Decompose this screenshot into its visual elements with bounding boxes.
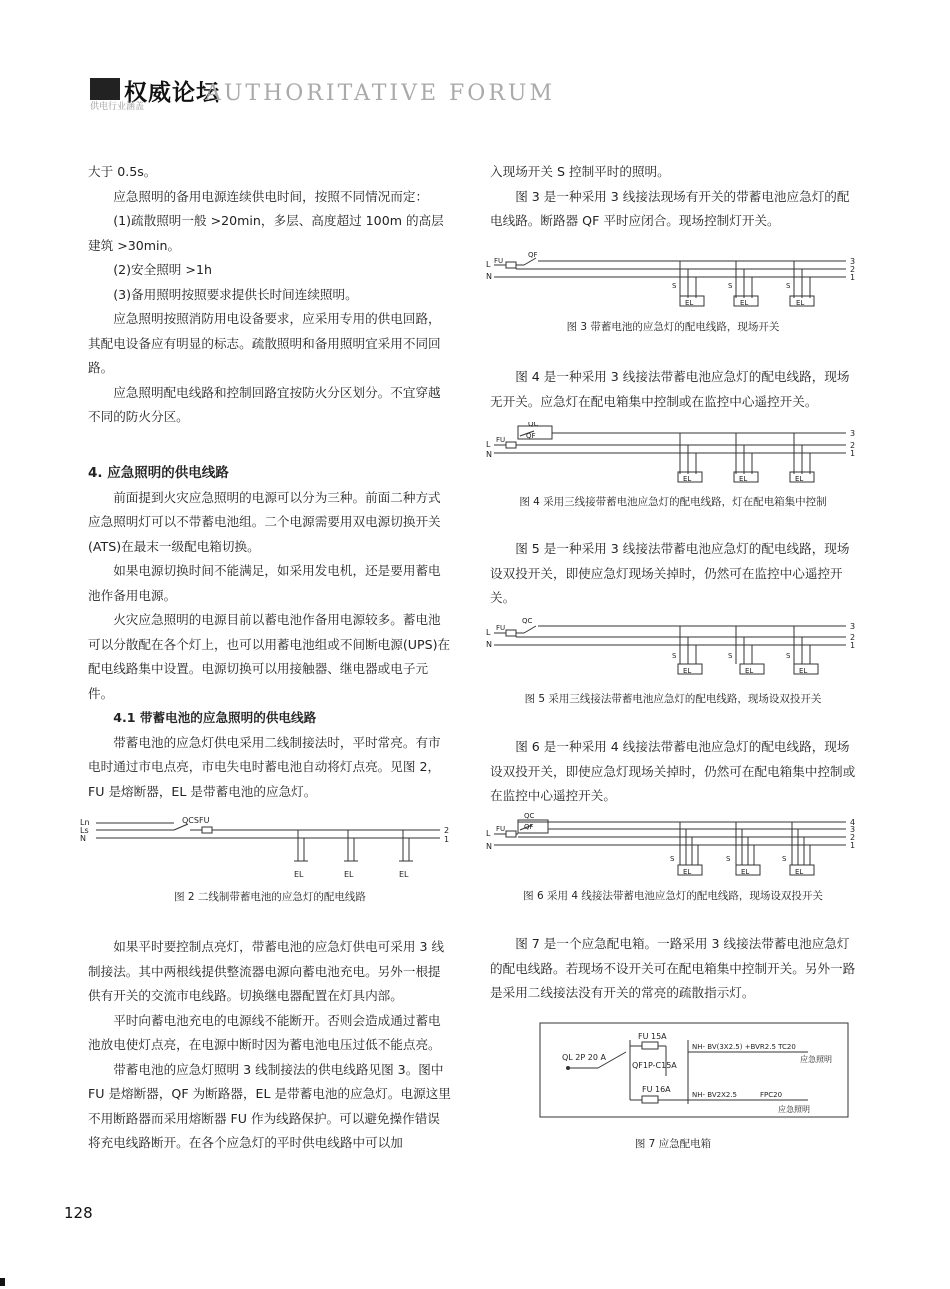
label-wire-2: 2 [850, 833, 856, 842]
paragraph: 图 5 是一种采用 3 线接法带蓄电池应急灯的配电线路，现场设双投开关，即使应急灯现场关掉时，仍然可在监控中心遥控开关。 [490, 541, 850, 605]
label-n: N [80, 834, 86, 843]
label-wire-1: 1 [850, 641, 856, 650]
left-text-block-2 [88, 461, 452, 804]
paragraph: 如果电源切换时间不能满足，如采用发电机，还是要用蓄电池作备用电源。 [88, 563, 441, 603]
footer-mark [0, 1278, 5, 1286]
label-s: S [728, 652, 733, 660]
label-qc: QC [524, 813, 535, 820]
label-wire-2: 2 [850, 633, 856, 642]
label-el: EL [799, 667, 808, 675]
label-n: N [486, 640, 492, 649]
left-text-block-1 [88, 160, 452, 430]
label-el: EL [740, 299, 749, 307]
label-qf: QF [524, 823, 534, 831]
label-qf: QF [526, 432, 536, 440]
label-fu16a: FU 16A [642, 1085, 671, 1094]
label-el: EL [739, 475, 748, 483]
label-l: L [486, 440, 491, 449]
figure-5-caption: 图 5 采用三线接法带蓄电池应急灯的配电线路，现场设双投开关 [524, 693, 822, 705]
label-wire-3: 3 [850, 257, 856, 266]
label-s: S [726, 855, 731, 863]
label-fu: FU [496, 624, 506, 632]
label-wire-2: 2 [850, 265, 856, 274]
label-s: S [670, 855, 675, 863]
figure-4-caption: 图 4 采用三线接带蓄电池应急灯的配电线路，灯在配电箱集中控制 [519, 496, 827, 508]
label-s: S [728, 282, 733, 290]
page-number: 128 [64, 1204, 93, 1222]
label-wire-4: 4 [850, 818, 856, 827]
right-text-block-2 [490, 365, 856, 414]
label-el: EL [795, 475, 804, 483]
label-fu: FU [496, 825, 506, 833]
paragraph: (3)备用照明按照要求提供长时间连续照明。 [113, 286, 358, 302]
label-s: S [786, 652, 791, 660]
figure-3-diagram [484, 250, 864, 312]
label-fpc20: FPC20 [760, 1091, 783, 1099]
label-cable-1: NH- BV(3X2.5) +BVR2.5 TC20 [692, 1043, 796, 1051]
label-l: L [486, 260, 491, 269]
paragraph: 应急照明的备用电源连续供电时间，按照不同情况而定： [113, 188, 429, 204]
label-cable-2: NH- BV2X2.5 [692, 1091, 738, 1099]
paragraph: 应急照明按照消防用电设备要求，应采用专用的供电回路，其配电设备应有明显的标志。疏散照明和备用照明宜采用不同回路。 [88, 311, 441, 375]
label-fu: FU [494, 257, 504, 265]
label-el: EL [683, 475, 692, 483]
label-n: N [486, 842, 492, 851]
label-qf: QF [528, 251, 538, 259]
left-text-block-3 [88, 935, 452, 1156]
paragraph: 火灾应急照明的电源目前以蓄电池作备用电源较多。蓄电池可以分散配在各个灯上，也可以用蓄电池组或不间断电源(UPS)在配电线路集中设置。电源切换可以用接触器、继电器或电子元件。 [88, 612, 451, 701]
label-el: EL [683, 868, 692, 876]
paragraph: 图 6 是一种采用 4 线接法带蓄电池应急灯的配电线路，现场设双投开关，即使应急灯现场关掉时，仍然可在配电箱集中控制或在监控中心遥控开关。 [490, 739, 856, 803]
paragraph: 如果平时要控制点亮灯，带蓄电池的应急灯供电可采用 3 线制接法。其中两根线提供整流器电源向蓄电池充电。另外一根提供有开关的交流市电线路。切换继电器配置在灯具内部。 [88, 939, 445, 1003]
label-wire-1: 1 [850, 841, 856, 850]
right-text-block-3 [490, 537, 856, 611]
paragraph: 图 3 是一种采用 3 线接法现场有开关的带蓄电池应急灯的配电线路。断路器 QF 平时应闭合。现场控制灯开关。 [490, 188, 850, 228]
label-l: L [486, 829, 491, 838]
label-qc: QC [522, 617, 533, 625]
figure-6-diagram [484, 813, 864, 879]
right-text-block-4 [490, 735, 856, 809]
label-s: S [672, 652, 677, 660]
label-el: EL [294, 870, 304, 879]
label-fu15a: FU 15A [638, 1032, 667, 1041]
label-wire-2: 2 [850, 441, 856, 450]
figure-2-caption: 图 2 二线制带蓄电池的应急灯的配电线路 [174, 891, 366, 903]
paragraph: 图 7 是一个应急配电箱。一路采用 3 线接法带蓄电池应急灯的配电线路。若现场不设开关可在配电箱集中控制开关。另外一路是采用二线接法没有开关的常亮的疏散指示灯。 [490, 936, 856, 1000]
figure-7-diagram [538, 1020, 858, 1120]
paragraph: (1)疏散照明一般 >20min，多层、高度超过 100m 的高层建筑 >30min。 [88, 213, 444, 253]
journal-logo [90, 78, 120, 100]
paragraph: 大于 0.5s。 [88, 164, 157, 179]
paragraph: 带蓄电池的应急灯供电采用二线制接法时，平时常亮。有市电时通过市电点亮，市电失电时蓄电池自动将灯点亮。见图 2，FU 是熔断器，EL 是带蓄电池的应急灯。 [88, 734, 441, 799]
label-el: EL [795, 868, 804, 876]
paragraph: 前面提到火灾应急照明的电源可以分为三种。前面二种方式应急照明灯可以不带蓄电池组。二个电源需要用双电源切换开关(ATS)在最末一级配电箱切换。 [88, 489, 441, 554]
subsection-heading: 4.1 带蓄电池的应急照明的供电线路 [113, 710, 317, 725]
label-ls: Ls [80, 826, 89, 835]
label-el: EL [399, 870, 409, 879]
label-emergency-2: 应急照明 [778, 1105, 810, 1114]
paragraph: 图 4 是一种采用 3 线接法带蓄电池应急灯的配电线路，现场无开关。应急灯在配电箱集中控制或在监控中心遥控开关。 [490, 369, 850, 409]
label-ql: QL 2P 20 A [562, 1053, 606, 1062]
label-qf1p: QF1P-C15A [632, 1061, 677, 1070]
figure-5-diagram [484, 614, 864, 678]
paragraph: 应急照明配电线路和控制回路宜按防火分区划分。不宜穿越不同的防火分区。 [88, 384, 441, 424]
header-title: 权威论坛 [124, 80, 220, 106]
label-ln: Ln [80, 818, 90, 827]
label-qc: QC [528, 422, 539, 428]
label-el: EL [685, 299, 694, 307]
label-n: N [486, 450, 492, 459]
label-wire-3: 3 [850, 622, 856, 631]
section-heading: 4. 应急照明的供电线路 [88, 465, 229, 481]
label-wire-3: 3 [850, 825, 856, 834]
label-el: EL [741, 868, 750, 876]
figure-7-caption: 图 7 应急配电箱 [634, 1138, 712, 1150]
label-s: S [782, 855, 787, 863]
label-el: EL [745, 667, 754, 675]
right-text-block-5 [490, 932, 856, 1006]
label-n: N [486, 272, 492, 281]
figure-6-caption: 图 6 采用 4 线接法带蓄电池应急灯的配电线路，现场设双投开关 [523, 890, 823, 902]
figure-2-diagram [78, 815, 458, 885]
header-subtitle: 供电行业涵盖 [90, 102, 145, 112]
paragraph: 入现场开关 S 控制平时的照明。 [490, 164, 670, 179]
label-wire-1: 1 [444, 835, 450, 844]
figure-4-diagram [484, 422, 864, 486]
paragraph: 平时向蓄电池充电的电源线不能断开。否则会造成通过蓄电池放电使灯点亮，在电源中断时因为蓄电池电压过低不能点亮。 [88, 1012, 441, 1052]
label-l: L [486, 628, 491, 637]
paragraph: 带蓄电池的应急灯照明 3 线制接法的供电线路见图 3。图中 FU 是熔断器，QF 为断路器，EL 是带蓄电池的应急灯。电源这里不用断路器而采用熔断器 FU 作为线路保护。可以避免操作错误将充电线路断开。在各个应急灯的平时供电线路中可以加 [88, 1061, 451, 1150]
label-el: EL [683, 667, 692, 675]
label-el: EL [344, 870, 354, 879]
label-fu: FU [496, 436, 506, 444]
right-text-block-1 [490, 160, 856, 234]
label-wire-3: 3 [850, 429, 856, 438]
header-title-en: AUTHORITATIVE FORUM [205, 81, 555, 106]
paragraph: (2)安全照明 >1h [113, 262, 212, 277]
label-s: S [672, 282, 677, 290]
label-wire-2: 2 [444, 826, 450, 835]
label-emergency-1: 应急照明 [800, 1055, 832, 1064]
figure-3-caption: 图 3 带蓄电池的应急灯的配电线路，现场开关 [566, 321, 780, 333]
label-wire-1: 1 [850, 273, 856, 282]
label-s: S [786, 282, 791, 290]
label-qcsfu: QCSFU [182, 816, 210, 825]
label-wire-1: 1 [850, 449, 856, 458]
label-el: EL [796, 299, 805, 307]
